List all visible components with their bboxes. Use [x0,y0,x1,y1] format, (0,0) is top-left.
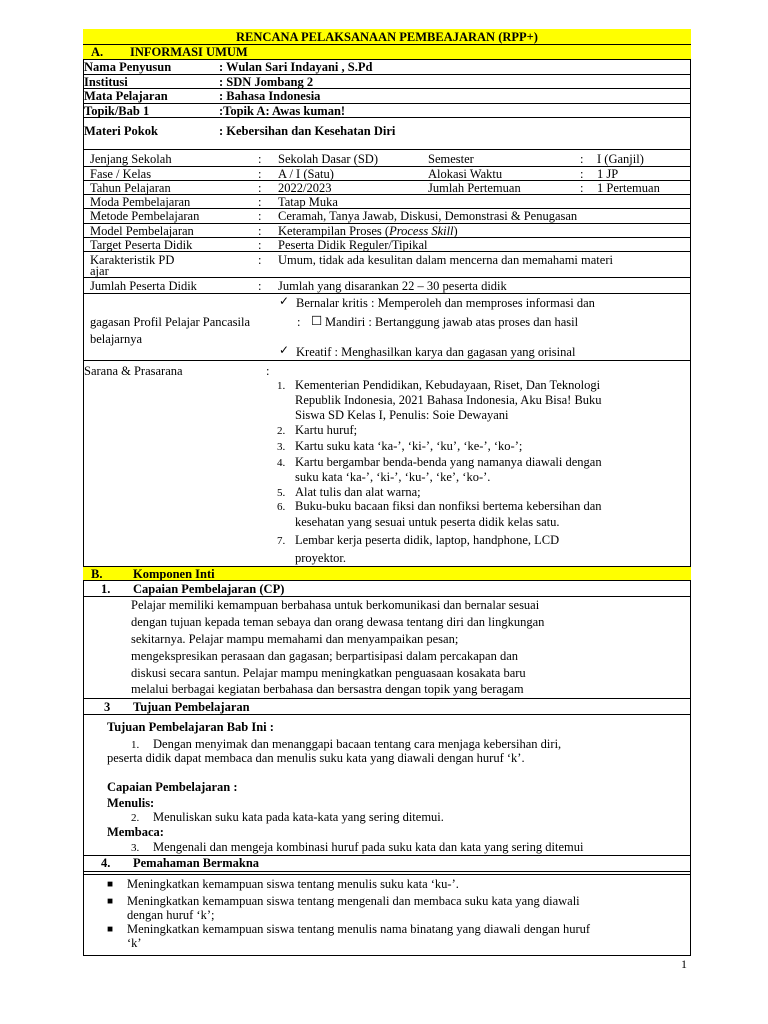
divider [83,698,691,699]
page-number: 1 [681,957,687,971]
section-b-num: B. [91,567,103,581]
divider [83,580,691,581]
sarana-item: Kementerian Pendidikan, Kebudayaan, Riset, Dan Teknologi [295,378,601,392]
divider [83,59,691,60]
info-value: :Topik A: Awas kuman! [219,104,346,118]
info-value: : Wulan Sari Indayani , S.Pd [219,60,373,74]
divider [83,117,691,118]
pemahaman-item: Meningkatkan kemampuan siswa tentang mengenali dan membaca suku kata yang diawali [127,894,580,908]
sarana-item: Lembar kerja peserta didik, laptop, handphone, LCD [295,533,560,547]
checkbox-icon: ☐ [311,314,323,328]
list-number: 6. [277,501,286,513]
moda-label: Moda Pembelajaran [90,195,191,209]
pemahaman-item: ‘k’ [127,936,142,950]
tujuan-heading: Tujuan Pembelajaran [133,700,250,714]
karakter-label-cont: ajar [90,264,109,278]
sarana-label: Sarana & Prasarana [84,364,183,378]
alokasi-value: 1 JP [597,167,619,181]
model-value-text: Keterampilan Proses ( [278,224,390,238]
target-colon: : [258,238,262,252]
profil-item: Kreatif : Menghasilkan karya dan gagasan yang orisinal [296,345,576,359]
jumlah-label: Jumlah Peserta Didik [90,279,197,293]
pemahaman-num: 4. [101,856,111,870]
divider [83,360,691,361]
cp-line: melalui berbagai kegiatan berbahasa dan bersastra dengan topik yang beragam [131,682,524,696]
profil-label: gagasan Profil Pelajar Pancasila [90,315,251,329]
model-value-end: ) [453,224,458,238]
tujuan-item: Dengan menyimak dan menanggapi bacaan tentang cara menjaga kebersihan diri, [153,737,562,751]
info-label: Topik/Bab 1 [84,104,150,118]
jenjang-label: Jenjang Sekolah [90,152,172,166]
list-number: 7. [277,535,286,547]
jenjang-value: Sekolah Dasar (SD) [278,152,378,166]
pertemuan-colon: : [580,181,584,195]
cp-line: dengan tujuan kepada teman sebaya dan orang dewasa tentang diri dan lingkungan [131,615,545,629]
jenjang-colon: : [258,152,262,166]
metode-colon: : [258,209,262,223]
capaian-heading: Capaian Pembelajaran : [107,780,238,794]
bullet-icon: ■ [107,924,114,935]
section-a-num: A. [91,45,104,59]
divider [83,103,691,104]
list-number: 2. [277,425,286,437]
sarana-item: Buku-buku bacaan fiksi dan nonfiksi bertema kebersihan dan [295,499,602,513]
tujuan-item: Menuliskan suku kata pada kata-kata yang sering ditemui. [153,810,444,824]
moda-colon: : [258,195,262,209]
divider [83,871,691,872]
check-icon: ✓ [279,294,290,308]
tahun-value: 2022/2023 [278,181,332,195]
info-label: Nama Penyusun [84,60,172,74]
info-label: Institusi [84,75,128,89]
bullet-icon: ■ [107,879,114,890]
list-number: 1. [131,739,140,751]
membaca-label: Membaca: [107,825,164,839]
alokasi-label: Alokasi Waktu [428,167,503,181]
document-title: RENCANA PELAKSANAAN PEMBEAJARAN (RPP+) [236,30,538,44]
cp-line: sekitarnya. Pelajar mampu memahami dan menyampaikan pesan; [131,632,459,646]
karakter-colon: : [258,253,262,267]
sarana-item: Siswa SD Kelas I, Penulis: Soie Dewayani [295,408,509,422]
divider [83,874,691,875]
jumlah-colon: : [258,279,262,293]
pemahaman-item: dengan huruf ‘k’; [127,908,215,922]
divider [83,293,691,294]
sarana-colon: : [266,364,270,378]
alokasi-colon: : [580,167,584,181]
tujuan-num: 3 [104,700,111,714]
divider [83,596,691,597]
bullet-icon: ■ [107,896,114,907]
pemahaman-item: Meningkatkan kemampuan siswa tentang menulis nama binatang yang diawali dengan huruf [127,922,591,936]
info-value: : Kebersihan dan Kesehatan Diri [219,124,396,138]
sarana-item: proyektor. [295,551,347,565]
list-number: 3. [277,441,286,453]
sarana-item: suku kata ‘ka-’, ‘ki-’, ‘ku-’, ‘ke’, ‘ko-’. [295,470,491,484]
sarana-item: Kartu bergambar benda-benda yang namanya diawali dengan [295,455,602,469]
list-number: 4. [277,457,286,469]
tujuan-item: peserta didik dapat membaca dan menulis suku kata yang diawali dengan huruf ‘k’. [107,751,525,765]
profil-colon: : [297,315,301,329]
jumlah-value: Jumlah yang disarankan 22 – 30 peserta didik [278,279,507,293]
cp-line: Pelajar memiliki kemampuan berbahasa untuk berkomunikasi dan bernalar sesuai [131,598,540,612]
metode-label: Metode Pembelajaran [90,209,200,223]
semester-colon: : [580,152,584,166]
list-number: 2. [131,812,140,824]
semester-value: I (Ganjil) [597,152,644,166]
divider [83,74,691,75]
info-value: : SDN Jombang 2 [219,75,314,89]
fase-colon: : [258,167,262,181]
model-label: Model Pembelajaran [90,224,194,238]
karakter-value: Umum, tidak ada kesulitan dalam mencerna dan memahami materi [278,253,613,267]
cp-line: diskusi secara santun. Pelajar mampu meningkatkan penguasaan kosakata baru [131,666,526,680]
info-label: Mata Pelajaran [84,89,168,103]
section-a-heading: INFORMASI UMUM [130,45,248,59]
tujuan-item: Mengenali dan mengeja kombinasi huruf pada suku kata dan kata yang sering ditemui [153,840,584,854]
cp-line: mengekspresikan perasaan dan gagasan; berpartisipasi dalam percakapan dan [131,649,518,663]
fase-value: A / I (Satu) [278,167,334,181]
tahun-label: Tahun Pelajaran [90,181,171,195]
menulis-label: Menulis: [107,796,155,810]
info-value: : Bahasa Indonesia [219,89,321,103]
sarana-item: Kartu suku kata ‘ka-’, ‘ki-’, ‘ku’, ‘ke-’, ‘ko-’; [295,439,523,453]
model-colon: : [258,224,262,238]
fase-label: Fase / Kelas [90,167,152,181]
profil-label-cont: belajarnya [90,332,143,346]
cp-heading: Capaian Pembelajaran (CP) [133,582,285,596]
pertemuan-label: Jumlah Pertemuan [428,181,521,195]
karakter-label: Karakteristik PD [90,253,175,267]
cp-num: 1. [101,582,111,596]
semester-label: Semester [428,152,474,166]
tujuan-bab-heading: Tujuan Pembelajaran Bab Ini : [107,720,274,734]
list-number: 1. [277,380,286,392]
sarana-item: kesehatan yang sesuai untuk peserta didik kelas satu. [295,515,560,529]
section-b-heading: Komponen Inti [133,567,215,581]
pemahaman-item: Meningkatkan kemampuan siswa tentang menulis suku kata ‘ku-’. [127,877,459,891]
profil-item: Mandiri : Bertanggung jawab atas proses dan hasil [325,315,579,329]
moda-value: Tatap Muka [278,195,338,209]
pemahaman-heading: Pemahaman Bermakna [133,856,260,870]
profil-item: Bernalar kritis : Memperoleh dan memproses informasi dan [296,296,595,310]
divider [83,714,691,715]
sarana-item: Alat tulis dan alat warna; [295,485,421,499]
list-number: 3. [131,842,140,854]
model-value [278,224,458,238]
list-number: 5. [277,487,286,499]
info-label: Materi Pokok [84,124,158,138]
divider [83,88,691,89]
divider [83,251,691,252]
target-value: Peserta Didik Reguler/Tipikal [278,238,428,252]
model-value-italic: Process Skill [389,224,454,238]
divider [83,277,691,278]
metode-value: Ceramah, Tanya Jawab, Diskusi, Demonstrasi & Penugasan [278,209,578,223]
sarana-item: Republik Indonesia, 2021 Bahasa Indonesia, Aku Bisa! Buku [295,393,602,407]
pertemuan-value: 1 Pertemuan [597,181,660,195]
tahun-colon: : [258,181,262,195]
sarana-item: Kartu huruf; [295,423,358,437]
target-label: Target Peserta Didik [90,238,193,252]
divider [83,149,691,150]
check-icon: ✓ [279,343,290,357]
